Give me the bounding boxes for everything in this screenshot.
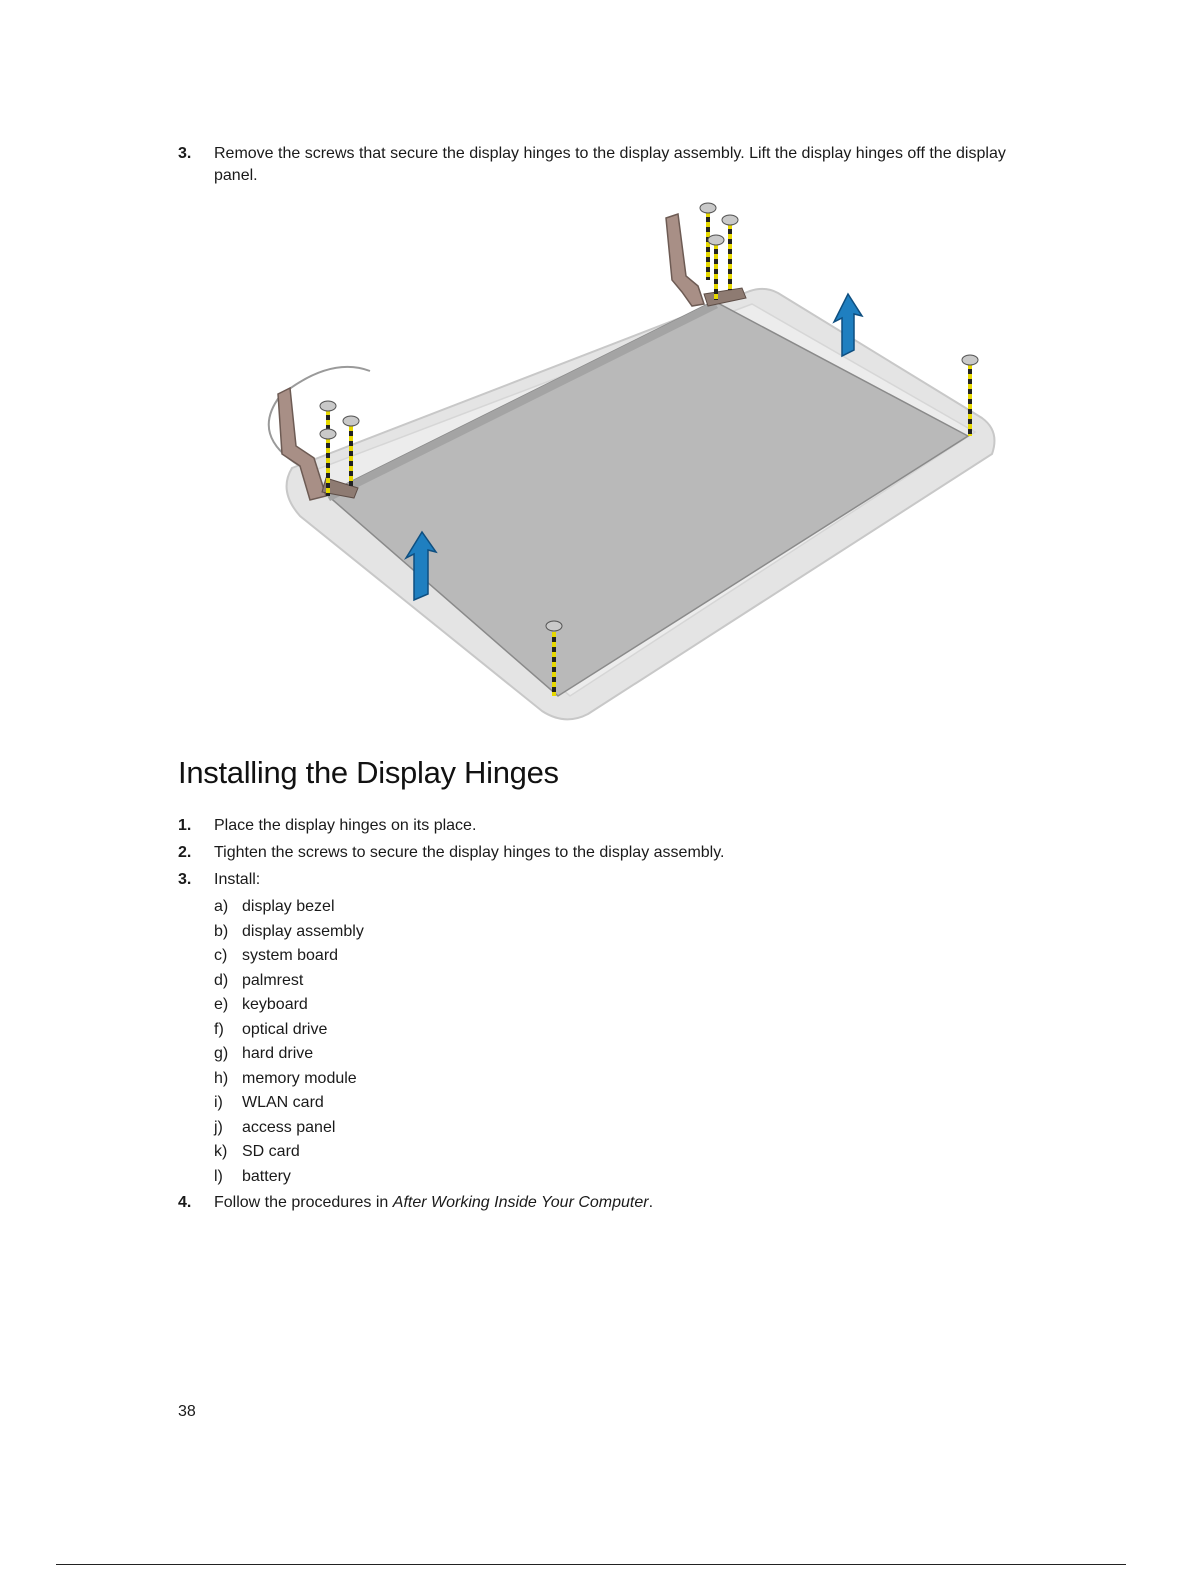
- step-number: 4.: [178, 1194, 192, 1211]
- step-number: 3.: [178, 145, 192, 162]
- step-text-suffix: .: [648, 1194, 654, 1211]
- list-letter: c): [214, 947, 228, 964]
- screw: [722, 215, 738, 290]
- list-label: access panel: [242, 1118, 336, 1136]
- step-text: [214, 1192, 653, 1214]
- list-label: display assembly: [242, 922, 364, 940]
- step-text: Place the display hinges on its place.: [214, 817, 477, 834]
- list-label: memory module: [242, 1069, 357, 1087]
- list-label: display bezel: [242, 898, 335, 915]
- list-letter: h): [214, 1069, 229, 1087]
- list-letter: a): [214, 898, 229, 915]
- list-letter: d): [214, 971, 229, 989]
- after-working-link[interactable]: After Working Inside Your Computer: [392, 1194, 649, 1211]
- section-title: Installing the Display Hinges: [178, 755, 559, 790]
- list-letter: e): [214, 996, 229, 1013]
- step-number: 3.: [178, 871, 192, 888]
- step-text: Install:: [214, 871, 261, 888]
- list-label: battery: [242, 1167, 291, 1185]
- list-label: optical drive: [242, 1020, 328, 1038]
- list-label: hard drive: [242, 1045, 314, 1062]
- list-label: system board: [242, 947, 339, 964]
- screw: [708, 235, 724, 300]
- list-letter: i): [214, 1094, 223, 1111]
- list-letter: l): [214, 1167, 223, 1185]
- footer-divider: [56, 1564, 1126, 1565]
- step-text: Tighten the screws to secure the display hinges to the display assembly.: [214, 844, 725, 861]
- step-text-prefix: Follow the procedures in: [214, 1194, 393, 1211]
- step-text: Remove the screws that secure the display hinges to the display assembly. Lift the display hinges off the display panel.: [214, 145, 1006, 184]
- step-number: 2.: [178, 844, 192, 861]
- list-letter: g): [214, 1045, 229, 1062]
- list-label: SD card: [242, 1143, 300, 1160]
- list-letter: j): [214, 1118, 223, 1136]
- step-number: 1.: [178, 817, 192, 834]
- list-label: WLAN card: [242, 1094, 324, 1111]
- list-label: keyboard: [242, 996, 308, 1013]
- list-letter: k): [214, 1143, 228, 1160]
- list-letter: f): [214, 1020, 224, 1038]
- page-number: 38: [178, 1403, 196, 1420]
- list-letter: b): [214, 922, 229, 940]
- display-hinges-removal-illustration: [230, 196, 1010, 731]
- list-label: palmrest: [242, 971, 304, 989]
